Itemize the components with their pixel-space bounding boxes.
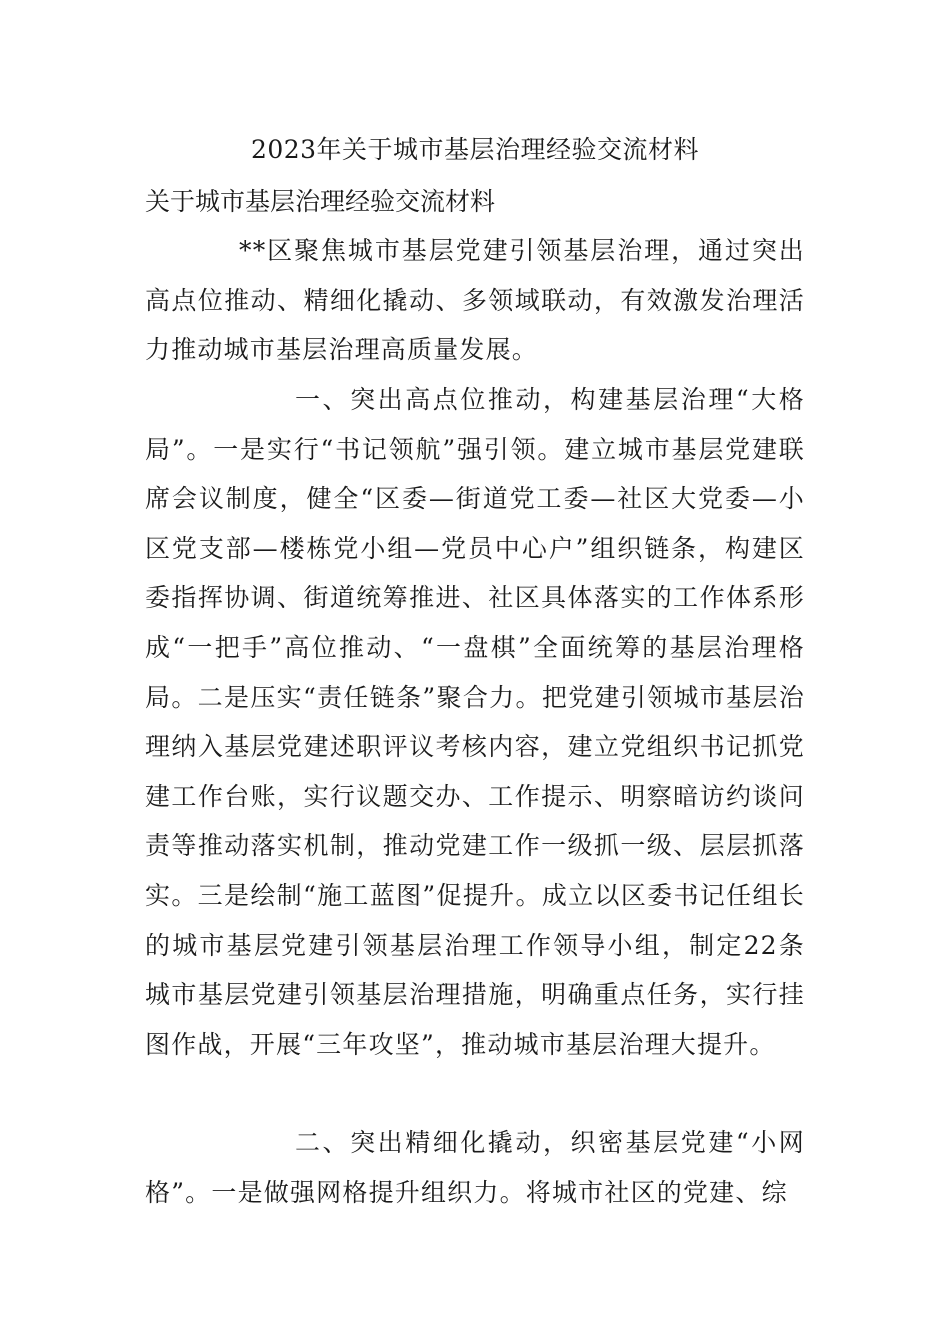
paragraph-intro: **区聚焦城市基层党建引领基层治理，通过突出高点位推动、精细化撬动、多领域联动，有效激发治理活力推动城市基层治理高质量发展。 — [145, 236, 805, 365]
document-title: 2023年关于城市基层治理经验交流材料 — [250, 135, 700, 164]
document-subtitle: 关于城市基层治理经验交流材料 — [145, 187, 496, 216]
paragraph-section-one: 一、突出高点位推动，构建基层治理“大格局”。一是实行“书记领航”强引领。建立城市基层党建联席会议制度，健全“区委—街道党工委—社区大党委—小区党支部—楼栋党小组—党员中心户”组织链条，构建区委指挥协调、街道统筹推进、社区具体落实的工作体系形成“一把手”高位推动、“一盘棋”全面统筹的基层治理格局。二是压实“责任链条”聚合力。把党建引领城市基层治理纳入基层党建述职评议考核内容，建立党组织书记抓党建工作台账，实行议题交办、工作提示、明察暗访约谈问责等推动落实机制，推动党建工作一级抓一级、层层抓落实。三是绘制“施工蓝图”促提升。成立以区委书记任组长的城市基层党建引领基层治理工作领导小组，制定22条城市基层党建引领基层治理措施，明确重点任务，实行挂图作战，开展“三年攻坚”，推动城市基层治理大提升。 — [145, 385, 805, 1059]
paragraph-section-two: 二、突出精细化撬动，织密基层党建“小网格”。一是做强网格提升组织力。将城市社区的党建、综 — [145, 1128, 805, 1207]
